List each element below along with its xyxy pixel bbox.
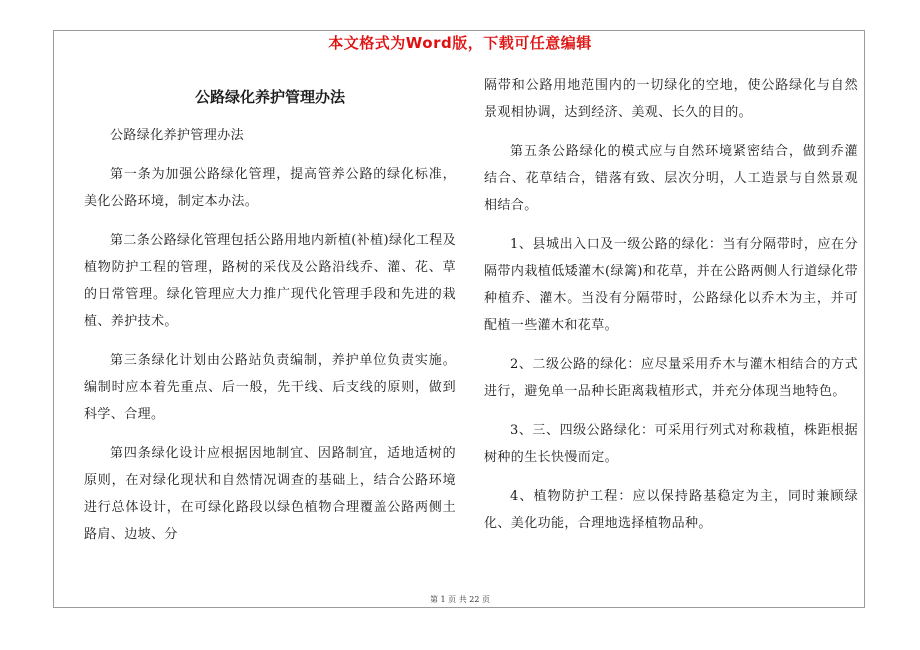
paragraph: 4、植物防护工程：应以保持路基稳定为主，同时兼顾绿化、美化功能，合理地选择植物品种。 — [484, 489, 858, 531]
paragraph: 第三条绿化计划由公路站负责编制，养护单位负责实施。编制时应本着先重点、后一般，先干线、后支线的原则，做到科学、合理。 — [84, 353, 456, 422]
format-banner: 本文格式为Word版，下载可任意编辑 — [328, 34, 592, 52]
paragraph: 2、二级公路的绿化：应尽量采用乔木与灌木相结合的方式进行，避免单一品种长距离栽植形式，并充分体现当地特色。 — [484, 357, 858, 399]
paragraph: 第四条绿化设计应根据因地制宜、因路制宜，适地适树的原则，在对绿化现状和自然情况调查的基础上，结合公路环境进行总体设计，在可绿化路段以绿色植物合理覆盖公路两侧土路肩、边坡、分 — [84, 446, 456, 542]
paragraph: 第一条为加强公路绿化管理，提高管养公路的绿化标准，美化公路环境，制定本办法。 — [84, 167, 456, 209]
paragraph-continuation: 隔带和公路用地范围内的一切绿化的空地，使公路绿化与自然景观相协调，达到经济、美观、长久的目的。 — [484, 78, 858, 120]
paragraph: 3、三、四级公路绿化：可采用行列式对称栽植，株距根据树种的生长快慢而定。 — [484, 423, 858, 465]
paragraph: 公路绿化养护管理办法 — [110, 128, 245, 143]
page-number-footer: 第 1 页 共 22 页 — [430, 595, 490, 604]
paragraph: 第二条公路绿化管理包括公路用地内新植(补植)绿化工程及植物防护工程的管理，路树的采伐及公路沿线乔、灌、花、草的日常管理。绿化管理应大力推广现代化管理手段和先进的栽植、养护技术。 — [84, 233, 456, 329]
paragraph: 第五条公路绿化的模式应与自然环境紧密结合，做到乔灌结合、花草结合，错落有致、层次分明，人工造景与自然景观相结合。 — [484, 144, 858, 213]
left-column — [84, 84, 456, 560]
right-column — [484, 72, 858, 549]
document-title: 公路绿化养护管理办法 — [194, 88, 345, 106]
paragraph: 1、县城出入口及一级公路的绿化：当有分隔带时，应在分隔带内栽植低矮灌木(绿篱)和花草，并在公路两侧人行道绿化带种植乔、灌木。当没有分隔带时，公路绿化以乔木为主，并可配植一些灌木和花草。 — [484, 237, 858, 333]
